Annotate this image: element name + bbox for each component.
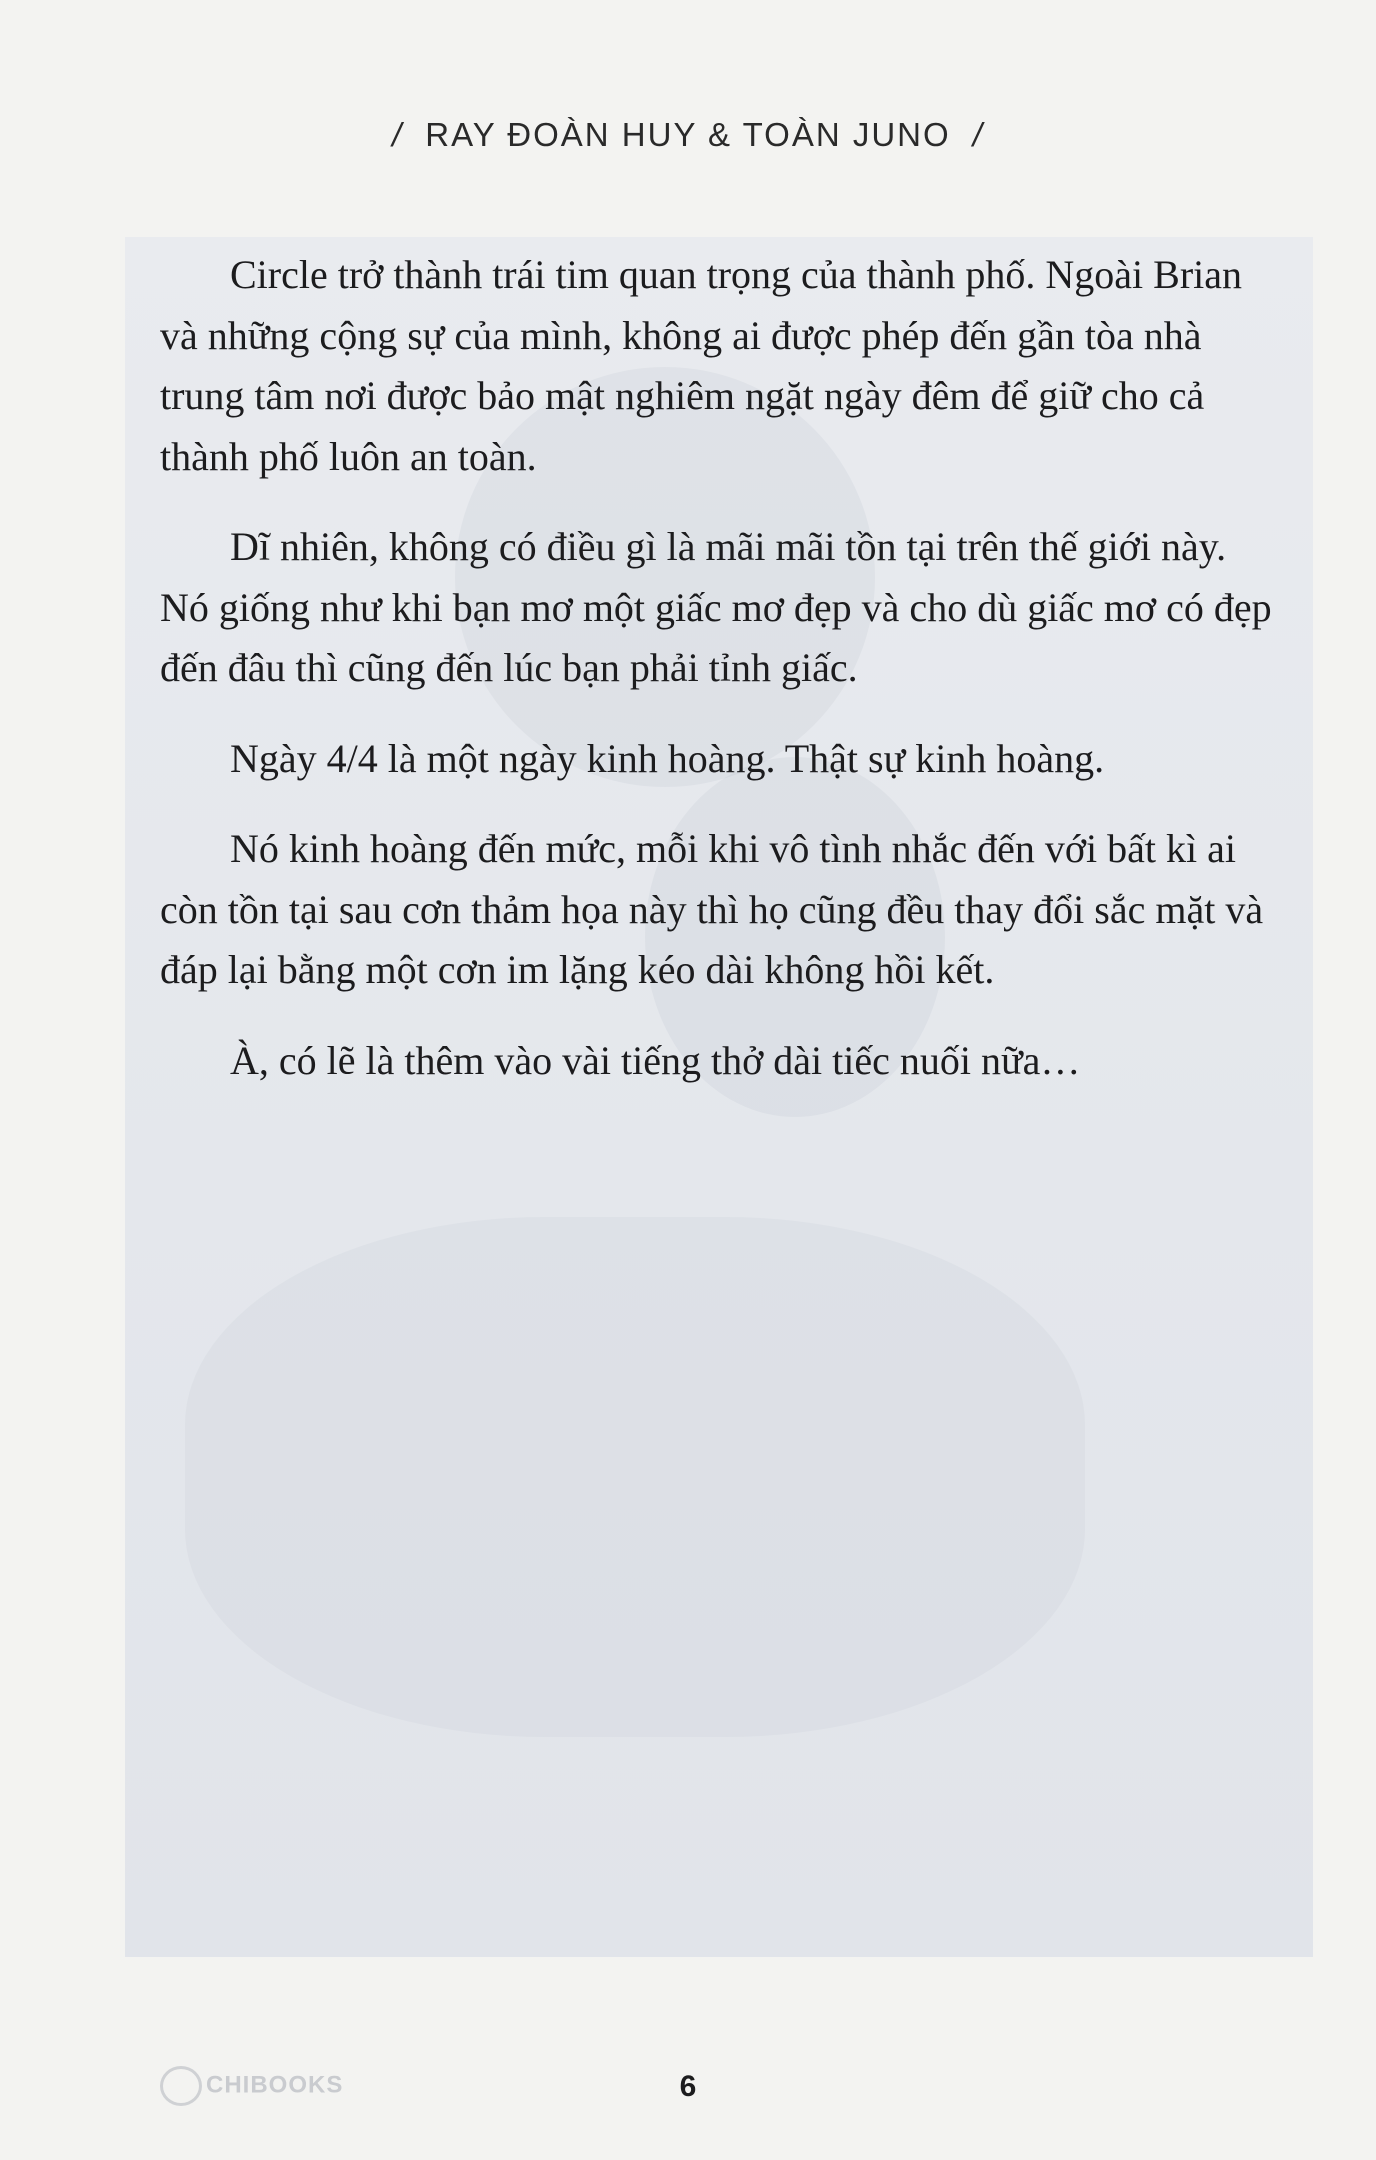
header-left-mark: / <box>392 116 404 153</box>
header-author-title: RAY ĐOÀN HUY & TOÀN JUNO <box>425 116 951 153</box>
paragraph: Dĩ nhiên, không có điều gì là mãi mãi tồn tại trên thế giới này. Nó giống như khi bạn mơ một giấc mơ đẹp và cho dù giấc mơ có đẹp đến đâu thì cũng đến lúc bạn phải tỉnh giấc. <box>160 524 1272 690</box>
body-text <box>160 245 1280 1121</box>
page-number: 6 <box>679 2070 697 2103</box>
header-right-mark: / <box>972 116 984 153</box>
paragraph: Ngày 4/4 là một ngày kinh hoàng. Thật sự kinh hoàng. <box>230 735 1105 781</box>
paragraph: À, có lẽ là thêm vào vài tiếng thở dài tiếc nuối nữa… <box>230 1037 1081 1083</box>
paragraph: Circle trở thành trái tim quan trọng của thành phố. Ngoài Brian và những cộng sự của mình, không ai được phép đến gần tòa nhà trung tâm nơi được bảo mật nghiêm ngặt ngày đêm để giữ cho cả thành phố luôn an toàn. <box>160 252 1243 479</box>
paragraph: Nó kinh hoàng đến mức, mỗi khi vô tình nhắc đến với bất kì ai còn tồn tại sau cơn thảm họa này thì họ cũng đều thay đổi sắc mặt và đáp lại bằng một cơn im lặng kéo dài không hồi kết. <box>160 826 1264 992</box>
running-header <box>0 116 1376 154</box>
publisher-logo-text: CHIBOOKS <box>206 2071 344 2099</box>
